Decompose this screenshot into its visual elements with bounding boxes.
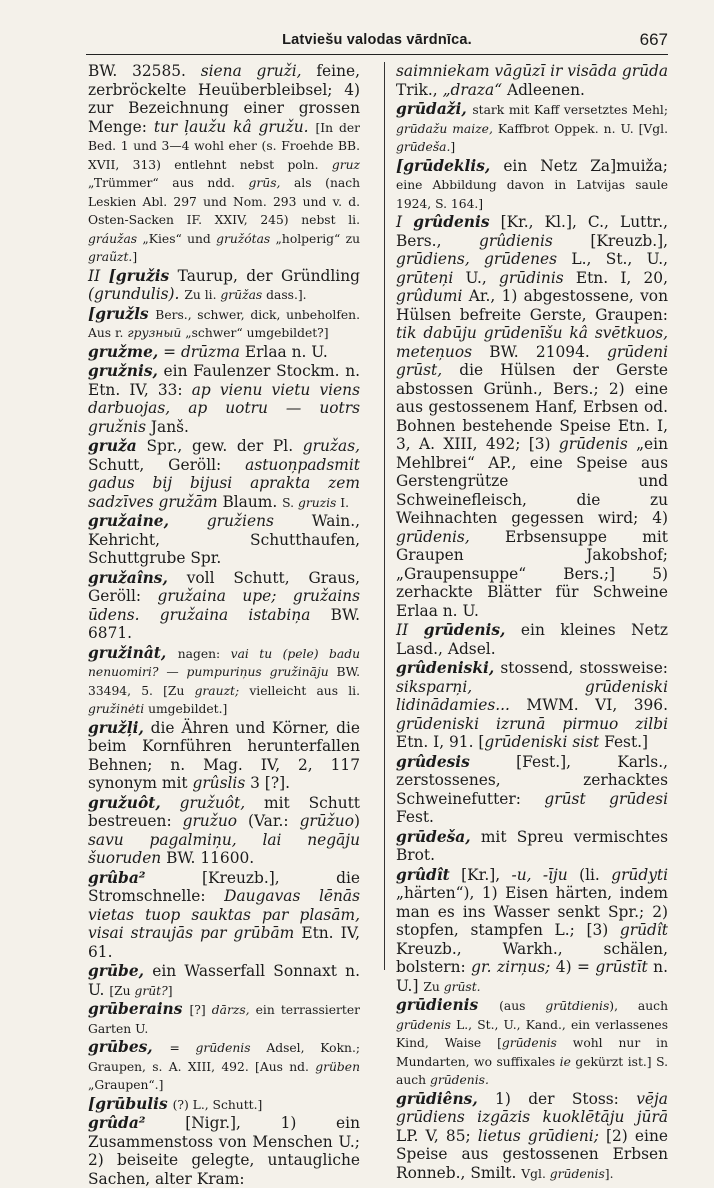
page-number: 667 <box>639 30 668 49</box>
dictionary-entry: grūdaži, stark mit Kaff versetztes Mehl; grūdažu maize, Kaffbrot Oppek. n. U. [Vgl. grūdeša.] <box>396 100 668 154</box>
dictionary-entry: gružnis, ein Faulenzer Stockm. n. Etn. IV, 33: ap vienu vietu viens darbuojas, ap uotru — uotrs gružnis Janš. <box>88 362 360 436</box>
running-title: Latviešu valodas vārdnīca. <box>282 32 472 48</box>
dictionary-entry: grûda² [Nigr.], 1) ein Zusammenstoss von Menschen U.; 2) beiseite gelegte, untaugliche Sachen, alter Kram: <box>88 1114 360 1188</box>
dictionary-entry: grûba² [Kreuzb.], die Stromschnelle: Daugavas lēnās vietas tuop sauktas par plasām, visai straujās par grūbām Etn. IV, 61. <box>88 868 361 961</box>
dictionary-entry: II grūdenis, ein kleines Netz Lasd., Adsel. <box>396 621 668 658</box>
dictionary-entry: saimniekam vāgūzī ir visāda grūda Trik., „draza“ Adleenen. <box>396 62 669 99</box>
column-divider <box>384 62 385 970</box>
dictionary-entry: gružinât, nagen: vai tu (pele) badu nenuomiri? — pumpuriņus gružināju BW. 33494, 5. [Zu grauzt; vielleicht aus li. gružinėti umgebildet.] <box>88 643 361 716</box>
dictionary-entry: BW. 32585. siena gruži, feine, zerbröckelte Heuüberbleibsel; 4) zur Bezeichnung einer grossen Menge: tur ļaužu kâ gružu. [In der Bed. 1 und 3—4 wohl eher (s. Froehde BB. XVII, 313) entlehnt nebst poln. gruz „Trümmer“ aus ndd. grūs, als (nach Leskien Abl. 297 und Nom. 293 und v. d. Osten-Sacken IF. XXIV, 245) nebst li. gráužas „Kies“ und gružótas „holperig“ zu graũzt.] <box>88 62 361 264</box>
dictionary-entry: gruža Spr., gew. der Pl. gružas, Schutt, Geröll: astuoņpadsmit gadus bij bijusi aprakta zem sadzīves gružām Blaum. S. gruzis I. <box>88 437 360 511</box>
dictionary-entry: grūberains [?] dārzs, ein terrassierter Garten U. <box>88 1000 360 1036</box>
left-column <box>88 62 361 1188</box>
dictionary-entry: gružļi, die Ähren und Körner, die beim Kornführen herunterfallen Behnen; n. Mag. IV, 2, 117 synonym mit grûslis 3 [?]. <box>88 718 360 792</box>
dictionary-entry: grūdeša, mit Spreu vermischtes Brot. <box>396 827 668 864</box>
dictionary-entry: gružaine, gružiens Wain., Kehricht, Schutthaufen, Schuttgrube Spr. <box>88 512 360 567</box>
dictionary-entry: II [gružis Taurup, der Gründling (grundulis). Zu li. grūžas dass.]. <box>88 266 360 303</box>
dictionary-entry: grūbes, = grūdenis Adsel, Kokn.; Graupen, s. A. XIII, 492. [Aus nd. grüben „Graupen“.] <box>88 1038 360 1092</box>
dictionary-entry: [gružls Bers., schwer, dick, unbeholfen. Aus r. грузный „schwer“ umgebildet?] <box>88 304 360 340</box>
dictionary-entry: grûdît [Kr.], -u, -īju (li. grūdyti „härten“), 1) Eisen härten, indem man es ins Wasser senkt Spr.; 2) stopfen, stampfen L.; [3) grūdît Kreuzb., Warkh., schälen, bolstern: gr. zirņus; 4) = grūstīt n. U.] Zu grūst. <box>396 865 668 995</box>
page-header <box>86 30 668 55</box>
dictionary-entry: grûdesis [Fest.], Karls., zerstossenes, zerhacktes Schweinefutter: grūst grūdesi Fest. <box>396 752 669 826</box>
dictionary-entry: [grūbulis (?) L., Schutt.] <box>88 1094 263 1113</box>
right-column <box>396 62 669 1182</box>
dictionary-entry: gružaîns, voll Schutt, Graus, Geröll: gružaina upe; gružains ūdens. gružaina istabiņa BW. 6871. <box>88 568 360 642</box>
dictionary-entry: grûdeniski, stossend, stossweise: siksparņi, grūdeniski lidinādamies... MWM. VI, 396. grūdeniski izrunā pirmuo zilbi Etn. I, 91. [grūdeniski sist Fest.] <box>396 659 668 751</box>
dictionary-entry: gružme, = drūzma Erlaa n. U. <box>88 342 328 361</box>
dictionary-entry: gružuôt, gružuôt, mit Schutt bestreuen: gružuo (Var.: grūžuo) savu pagalmiņu, lai negāju šuoruden BW. 11600. <box>88 793 360 867</box>
dictionary-entry: [grūdeklis, ein Netz Za]muiža; eine Abbildung davon in Latvijas saule 1924, S. 164.] <box>396 156 668 211</box>
dictionary-entry: I grûdenis [Kr., Kl.], C., Luttr., Bers., grûdienis [Kreuzb.], grūdiens, grūdenes L., St., U., grūteņi U., grūdinis Etn. I, 20, grûdumi Ar., 1) abgestossene, von Hülsen befreite Gerste, Graupen: tik dabūju grūdenīšu kâ svētkuos, meteņuos BW. 21094. grūdeni grūst, die Hülsen der Gerste abstossen Grünh., Bers.; 2) eine aus gestossenem Hanf, Erbsen od. Bohnen bestehende Speise Etn. I, 3, A. XIII, 492; [3) grūdenis „ein Mehlbrei“ AP., eine Speise aus Gerstengrütze und Schweinefleisch, die zu Weihnachten gegessen wird; 4) grūdenis, Erbsensuppe mit Graupen Jakobshof; „Graupensuppe“ Bers.;] 5) zerhackte Blätter für Schweine Erlaa n. U. <box>396 213 669 620</box>
dictionary-entry: grūbe, ein Wasserfall Sonnaxt n. U. [Zu grūt?] <box>88 962 360 999</box>
dictionary-entry: grūdienis (aus grūtdienis), auch grūdenis L., St., U., Kand., ein verlassenes Kind, Waise [grūdenis wohl nur in Mundarten, wo suffixales ie gekürzt ist.] S. auch grūdenis. <box>396 996 668 1087</box>
dictionary-entry: grūdiêns, 1) der Stoss: vēja grūdiens izgāzis kuoklētāju jūrā LP. V, 85; lietus grūdieni; [2) eine Speise aus gestossenen Erbsen Ronneb., Smilt. Vgl. grūdenis]. <box>396 1089 668 1182</box>
